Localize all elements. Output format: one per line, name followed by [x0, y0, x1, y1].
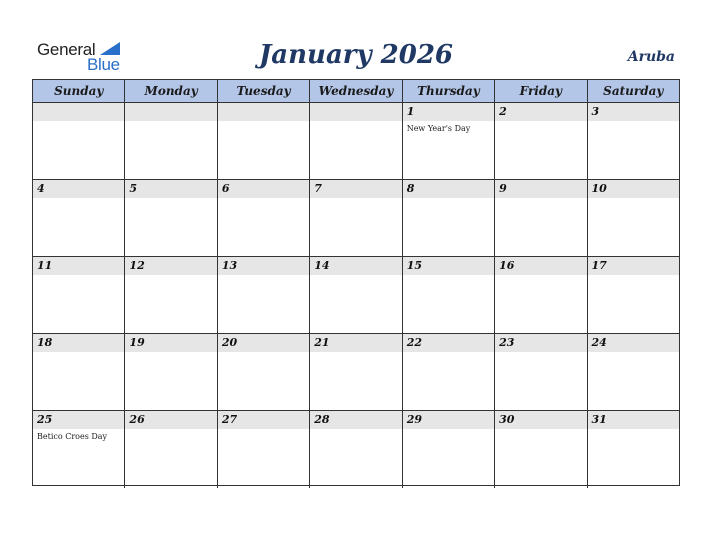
day-number: 23: [499, 336, 515, 349]
day-number: 25: [37, 413, 53, 426]
day-number: 15: [406, 259, 422, 272]
day-cell[interactable]: [125, 411, 217, 488]
weekday-friday: Friday: [495, 80, 587, 102]
day-number: 5: [129, 182, 138, 195]
day-number: 4: [37, 182, 45, 195]
day-number: 22: [406, 336, 422, 349]
day-number: 8: [406, 182, 415, 195]
day-number: 1: [406, 105, 415, 118]
day-number: 17: [591, 259, 607, 272]
week-row: [33, 334, 679, 411]
day-number-band: [218, 103, 309, 121]
day-number: 27: [221, 413, 238, 426]
day-number-band: [310, 103, 401, 121]
day-number: 26: [129, 413, 145, 426]
day-cell[interactable]: [33, 180, 125, 256]
day-number: 3: [591, 105, 600, 118]
day-number-band: [125, 180, 216, 198]
weekday-wednesday: Wednesday: [310, 80, 402, 102]
day-number-band: [33, 103, 124, 121]
day-cell[interactable]: [403, 334, 495, 410]
day-number: 7: [314, 182, 322, 195]
weekday-saturday: Saturday: [603, 84, 664, 98]
day-cell[interactable]: [403, 180, 495, 256]
day-cell[interactable]: [218, 103, 310, 179]
day-number-band: [495, 103, 586, 121]
day-number-band: [495, 180, 586, 198]
day-number: 30: [499, 413, 515, 426]
week-row: [33, 411, 679, 488]
day-cell[interactable]: [495, 334, 587, 410]
holiday-label: New Year's Day: [406, 124, 471, 133]
day-cell[interactable]: [403, 411, 495, 488]
day-number-band: [588, 103, 679, 121]
day-number-band: [218, 180, 309, 198]
week-row: [33, 180, 679, 257]
day-cell[interactable]: [33, 257, 125, 333]
day-number: 13: [221, 259, 238, 272]
day-number-band: [125, 103, 216, 121]
logo-text-blue: Blue: [87, 55, 120, 74]
week-row: [33, 257, 679, 334]
day-number: 29: [406, 413, 422, 426]
day-cell[interactable]: [310, 411, 402, 488]
day-number: 10: [591, 182, 607, 195]
day-cell[interactable]: [403, 103, 495, 179]
day-cell[interactable]: [495, 180, 587, 256]
day-cell[interactable]: [218, 411, 310, 488]
country-label: Aruba: [627, 49, 675, 65]
day-number: 21: [314, 336, 330, 349]
weekday-monday: Monday: [125, 80, 217, 102]
day-cell[interactable]: [33, 411, 125, 488]
day-cell[interactable]: [33, 103, 125, 179]
day-number: 28: [314, 413, 330, 426]
weekday-thursday: Thursday: [403, 80, 495, 102]
day-cell[interactable]: [495, 257, 587, 333]
day-number: 31: [591, 413, 607, 426]
day-cell[interactable]: [33, 334, 125, 410]
day-cell[interactable]: [310, 103, 402, 179]
day-cell[interactable]: [403, 257, 495, 333]
calendar-grid: [32, 79, 680, 486]
day-number-band: [33, 180, 124, 198]
day-number-band: [310, 180, 401, 198]
day-cell[interactable]: [588, 180, 679, 256]
day-number: 2: [499, 105, 507, 118]
day-cell[interactable]: [495, 103, 587, 179]
weekday-tuesday: Tuesday: [218, 80, 310, 102]
day-number: 20: [221, 336, 238, 349]
day-cell[interactable]: [125, 257, 217, 333]
day-number: 19: [129, 336, 145, 349]
day-number: 24: [591, 336, 607, 349]
week-row: [33, 103, 679, 180]
day-number: 16: [499, 259, 515, 272]
day-number: 12: [129, 259, 145, 272]
day-number: 11: [37, 259, 53, 272]
day-cell[interactable]: [495, 411, 587, 488]
weekday-sunday: Sunday: [33, 80, 125, 102]
day-cell[interactable]: [310, 334, 402, 410]
day-number: 6: [221, 182, 230, 195]
day-cell[interactable]: [310, 180, 402, 256]
day-number: 18: [37, 336, 53, 349]
holiday-label: Betico Croes Day: [37, 432, 108, 441]
day-cell[interactable]: [310, 257, 402, 333]
day-number-band: [403, 103, 494, 121]
day-number: 9: [499, 182, 507, 195]
day-cell[interactable]: [218, 180, 310, 256]
day-number: 14: [314, 259, 330, 272]
weekday-header-row: [33, 80, 679, 103]
day-cell[interactable]: [125, 103, 217, 179]
logo-text-general: General: [37, 40, 96, 59]
day-cell[interactable]: [588, 334, 679, 410]
day-cell[interactable]: [588, 103, 679, 179]
day-cell[interactable]: [125, 334, 217, 410]
day-cell[interactable]: [125, 180, 217, 256]
day-number-band: [403, 180, 494, 198]
day-cell[interactable]: [588, 257, 679, 333]
day-cell[interactable]: [218, 334, 310, 410]
day-cell[interactable]: [588, 411, 679, 488]
day-cell[interactable]: [218, 257, 310, 333]
calendar-title: January 2026: [258, 40, 454, 70]
